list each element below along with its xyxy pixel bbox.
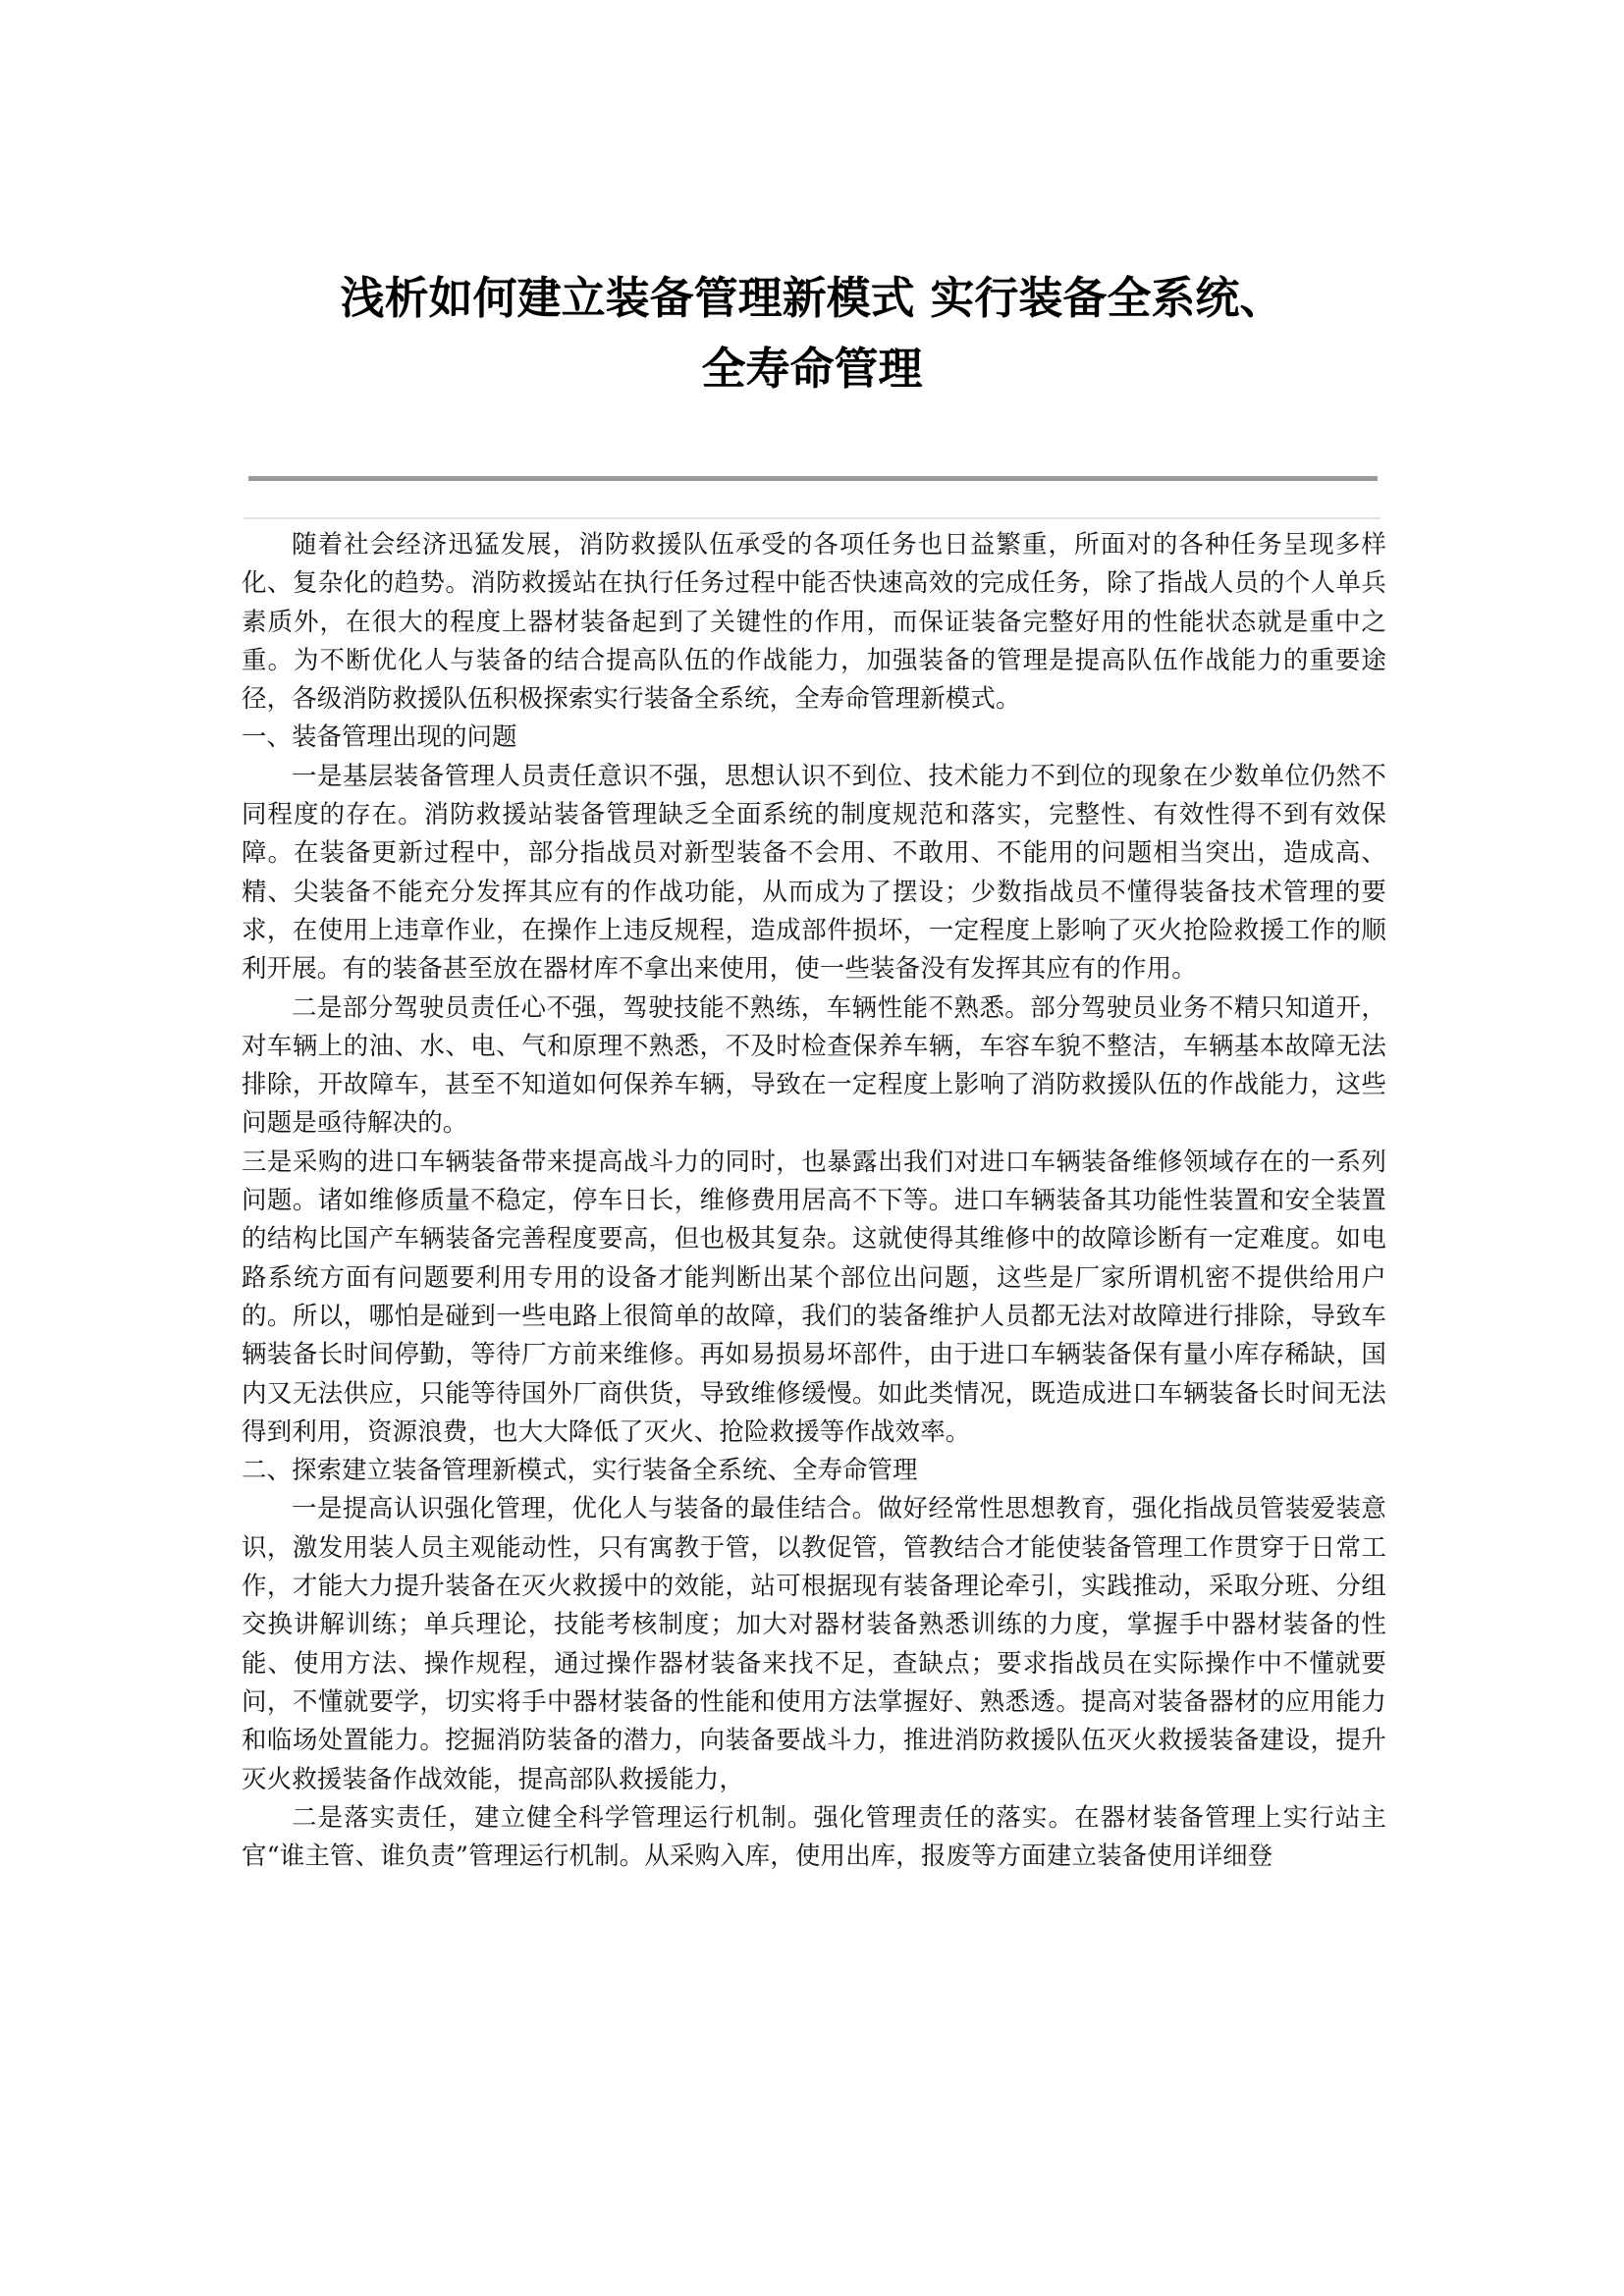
document-body	[242, 526, 1386, 1876]
title-divider-thick	[248, 476, 1378, 481]
body-paragraph: 二是落实责任，建立健全科学管理运行机制。强化管理责任的落实。在器材装备管理上实行站主官“谁主管、谁负责”管理运行机制。从采购入库，使用出库，报废等方面建立装备使用详细登	[242, 1802, 1386, 1872]
body-paragraph: 二是部分驾驶员责任心不强，驾驶技能不熟练，车辆性能不熟悉。部分驾驶员业务不精只知道开，对车辆上的油、水、电、气和原理不熟悉，不及时检查保养车辆，车容车貌不整洁，车辆基本故障无法排除，开故障车，甚至不知道如何保养车辆，导致在一定程度上影响了消防救援队伍的作战能力，这些问题是亟待解决的。	[242, 992, 1386, 1139]
body-paragraph: 一是提高认识强化管理，优化人与装备的最佳结合。做好经常性思想教育，强化指战员管装爱装意识，激发用装人员主观能动性，只有寓教于管，以教促管，管教结合才能使装备管理工作贯穿于日常工作，才能大力提升装备在灭火救援中的效能，站可根据现有装备理论牵引，实践推动，采取分班、分组交换讲解训练；单兵理论，技能考核制度；加大对器材装备熟悉训练的力度，掌握手中器材装备的性能、使用方法、操作规程，通过操作器材装备来找不足，查缺点；要求指战员在实际操作中不懂就要问，不懂就要学，切实将手中器材装备的性能和使用方法掌握好、熟悉透。提高对装备器材的应用能力和临场处置能力。挖掘消防装备的潜力，向装备要战斗力，推进消防救援队伍灭火救援装备建设，提升灭火救援装备作战效能，提高部队救援能力，	[242, 1494, 1386, 1794]
title-line-2: 全寿命管理	[701, 343, 923, 395]
body-paragraph: 随着社会经济迅猛发展，消防救援队伍承受的各项任务也日益繁重，所面对的各种任务呈现多样化、复杂化的趋势。消防救援站在执行任务过程中能否快速高效的完成任务，除了指战人员的个人单兵素质外，在很大的程度上器材装备起到了关键性的作用，而保证装备完整好用的性能状态就是重中之重。为不断优化人与装备的结合提高队伍的作战能力，加强装备的管理是提高队伍作战能力的重要途径，各级消防救援队伍积极探索实行装备全系统，全寿命管理新模式。	[242, 530, 1386, 715]
section-heading: 二、探索建立装备管理新模式，实行装备全系统、全寿命管理	[242, 1456, 918, 1486]
section-heading: 一、装备管理出现的问题	[242, 722, 517, 753]
title-line-1: 浅析如何建立装备管理新模式 实行装备全系统、	[340, 272, 1284, 324]
body-paragraph: 一是基层装备管理人员责任意识不强，思想认识不到位、技术能力不到位的现象在少数单位仍然不同程度的存在。消防救援站装备管理缺乏全面系统的制度规范和落实，完整性、有效性得不到有效保障。在装备更新过程中，部分指战员对新型装备不会用、不敢用、不能用的问题相当突出，造成高、精、尖装备不能充分发挥其应有的作战功能，从而成为了摆设；少数指战员不懂得装备技术管理的要求，在使用上违章作业，在操作上违反规程，造成部件损坏，一定程度上影响了灭火抢险救援工作的顺利开展。有的装备甚至放在器材库不拿出来使用，使一些装备没有发挥其应有的作用。	[242, 761, 1386, 985]
document-title	[244, 263, 1380, 404]
title-divider-thin	[244, 517, 1380, 519]
body-paragraph: 三是采购的进口车辆装备带来提高战斗力的同时，也暴露出我们对进口车辆装备维修领域存在的一系列问题。诸如维修质量不稳定，停车日长，维修费用居高不下等。进口车辆装备其功能性装置和安全装置的结构比国产车辆装备完善程度要高，但也极其复杂。这就使得其维修中的故障诊断有一定难度。如电路系统方面有问题要利用专用的设备才能判断出某个部位出问题，这些是厂家所谓机密不提供给用户的。所以，哪怕是碰到一些电路上很简单的故障，我们的装备维护人员都无法对故障进行排除，导致车辆装备长时间停勤，等待厂方前来维修。再如易损易坏部件，由于进口车辆装备保有量小库存稀缺，国内又无法供应，只能等待国外厂商供货，导致维修缓慢。如此类情况，既造成进口车辆装备长时间无法得到利用，资源浪费，也大大降低了灭火、抢险救援等作战效率。	[242, 1147, 1386, 1447]
